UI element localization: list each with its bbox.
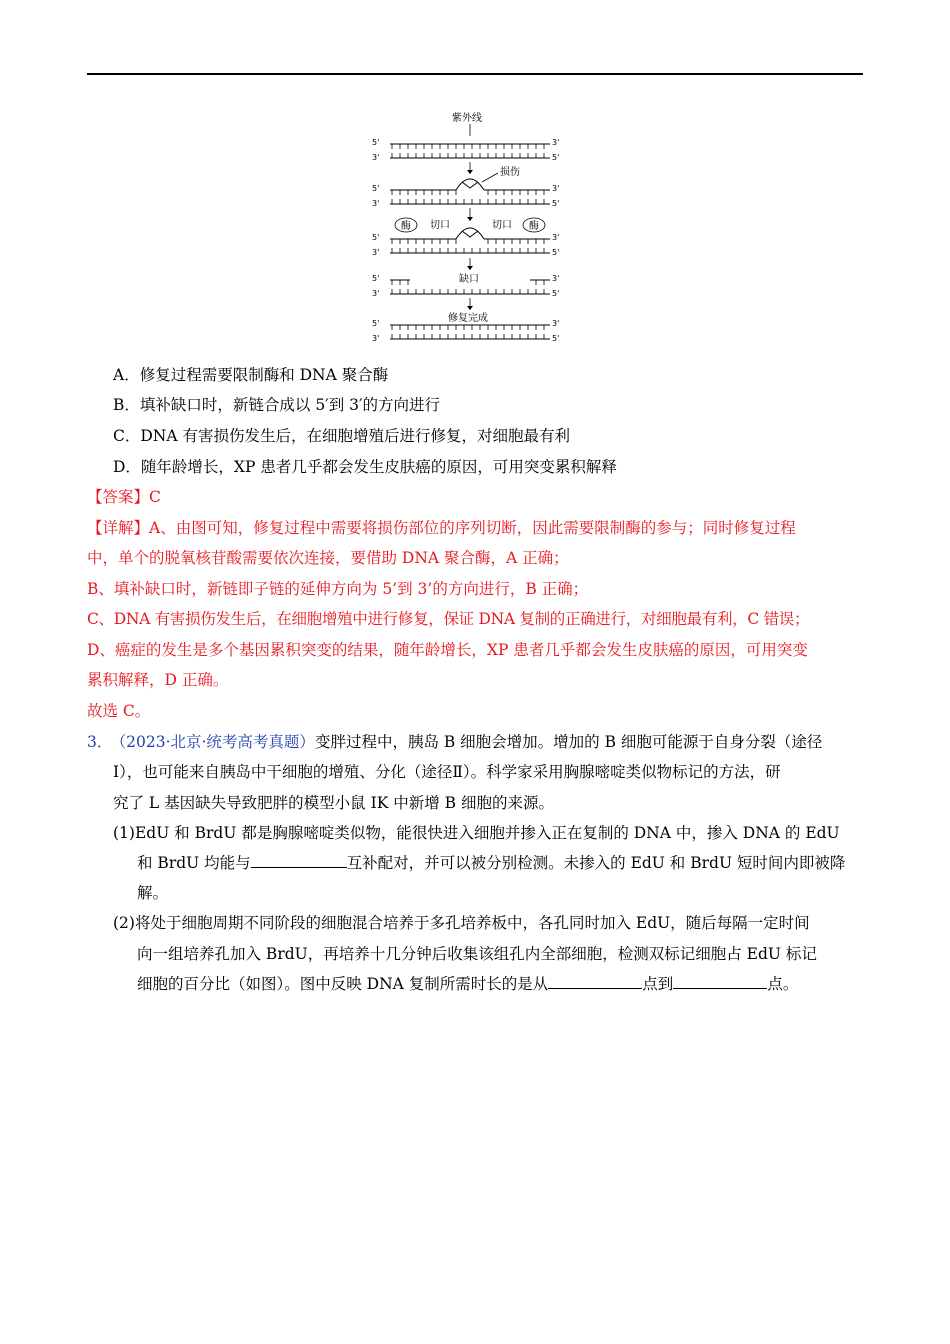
end-label: 3' [372, 153, 380, 162]
q3-part1-line-2 [137, 852, 845, 874]
end-label: 3' [552, 138, 560, 147]
q3-line-1 [87, 731, 822, 753]
end-label: 3' [372, 289, 380, 298]
q3-line-3: 究了 L 基因缺失导致肥胖的模型小鼠 IK 中新增 B 细胞的来源。 [113, 794, 554, 812]
q3-part1-line-3: 解。 [137, 884, 169, 902]
answer-blank-3[interactable] [673, 974, 767, 989]
end-label: 3' [372, 199, 380, 208]
strand-pair-1 [372, 138, 559, 162]
uv-label: 紫外线 [452, 113, 482, 124]
explanation-line-7: 故选 C。 [87, 702, 151, 720]
dna-repair-figure [370, 108, 570, 350]
q3-text-1: 变胖过程中，胰岛 B 细胞会增加。增加的 B 细胞可能源于自身分裂（途径 [314, 733, 823, 751]
explanation-text-1: A、由图可知，修复过程中需要将损伤部位的序列切断，因此需要限制酶的参与；同时修复过程 [149, 519, 796, 537]
option-d: D．随年龄增长，XP 患者几乎都会发生皮肤癌的原因，可用突变累积解释 [113, 458, 617, 476]
q3-part2-text-c: 点。 [767, 975, 799, 993]
end-label: 3' [552, 319, 560, 328]
damage-label: 损伤 [500, 167, 520, 178]
end-label: 5' [552, 248, 560, 257]
answer-blank-1[interactable] [251, 853, 347, 868]
end-label: 5' [552, 289, 560, 298]
answer-blank-2[interactable] [548, 974, 642, 989]
explanation-head: 【详解】 [87, 519, 150, 537]
end-label: 5' [372, 233, 380, 242]
explanation-line-2: 中，单个的脱氧核苷酸需要依次连接，要借助 DNA 聚合酶，A 正确； [87, 549, 569, 567]
q3-number: 3． [87, 733, 113, 751]
header-rule [87, 73, 863, 75]
explanation-line-1 [87, 517, 796, 539]
end-label: 3' [372, 248, 380, 257]
cut-right-label: 切口 [492, 220, 512, 231]
q3-line-2: Ⅰ），也可能来自胰岛中干细胞的增殖、分化（途径Ⅱ）。科学家采用胸腺嘧啶类似物标记的方法，研 [113, 763, 781, 781]
explanation-line-6: 累积解释，D 正确。 [87, 671, 229, 689]
step-arrowhead [467, 217, 473, 221]
gap-label: 缺口 [459, 274, 479, 285]
q3-part1-text-a: 和 BrdU 均能与 [137, 854, 251, 872]
end-label: 5' [372, 274, 380, 283]
enzyme-left-label: 酶 [401, 221, 411, 232]
q3-part1-text-b: 互补配对，并可以被分别检测。未掺入的 EdU 和 BrdU 短时间内即被降 [346, 854, 846, 872]
enzyme-right-label: 酶 [529, 221, 539, 232]
damage-kink [462, 182, 478, 188]
end-label: 5' [552, 334, 560, 343]
end-label: 5' [372, 184, 380, 193]
strand-pair-3 [372, 228, 559, 257]
q3-source: （2023·北京·统考高考真题） [118, 733, 315, 751]
q3-part2-line-2: 向一组培养孔加入 BrdU，再培养十几分钟后收集该组孔内全部细胞，检测双标记细胞占 EdU 标记 [137, 945, 817, 963]
option-b: B．填补缺口时，新链合成以 5′到 3′的方向进行 [113, 396, 441, 414]
explanation-line-4: C、DNA 有害损伤发生后，在细胞增殖中进行修复，保证 DNA 复制的正确进行，对细胞最有利，C 错误； [87, 610, 810, 628]
step-arrowhead [467, 306, 473, 310]
q3-part2-line-3 [137, 973, 798, 995]
end-label: 5' [372, 319, 380, 328]
damage-kink [462, 231, 478, 237]
explanation-line-3: B、填补缺口时，新链即子链的延伸方向为 5’到 3’的方向进行，B 正确； [87, 580, 589, 598]
cut-left-label: 切口 [430, 220, 450, 231]
q3-part1-line-1: (1)EdU 和 BrdU 都是胸腺嘧啶类似物，能很快进入细胞并掺入正在复制的 DNA 中，掺入 DNA 的 EdU [113, 824, 840, 842]
answer-label: 【答案】C [87, 488, 161, 506]
option-a: A．修复过程需要限制酶和 DNA 聚合酶 [113, 366, 389, 384]
end-label: 3' [552, 233, 560, 242]
q3-part2-text-b: 点到 [642, 975, 674, 993]
option-c: C．DNA 有害损伤发生后，在细胞增殖后进行修复，对细胞最有利 [113, 427, 570, 445]
done-label: 修复完成 [448, 313, 488, 324]
strand-pair-2 [372, 179, 559, 208]
step-arrowhead [467, 266, 473, 270]
step-arrowhead [467, 170, 473, 174]
end-label: 3' [372, 334, 380, 343]
end-label: 5' [552, 153, 560, 162]
end-label: 5' [372, 138, 380, 147]
end-label: 3' [552, 274, 560, 283]
explanation-line-5: D、癌症的发生是多个基因累积突变的结果，随年龄增长，XP 患者几乎都会发生皮肤癌的原因，可用突变 [87, 641, 808, 659]
end-label: 3' [552, 184, 560, 193]
end-label: 5' [552, 199, 560, 208]
q3-part2-line-1: (2)将处于细胞周期不同阶段的细胞混合培养于多孔培养板中，各孔同时加入 EdU，随后每隔一定时间 [113, 914, 810, 932]
damage-pointer [482, 173, 498, 182]
q3-part2-text-a: 细胞的百分比（如图）。图中反映 DNA 复制所需时长的是从 [137, 975, 549, 993]
